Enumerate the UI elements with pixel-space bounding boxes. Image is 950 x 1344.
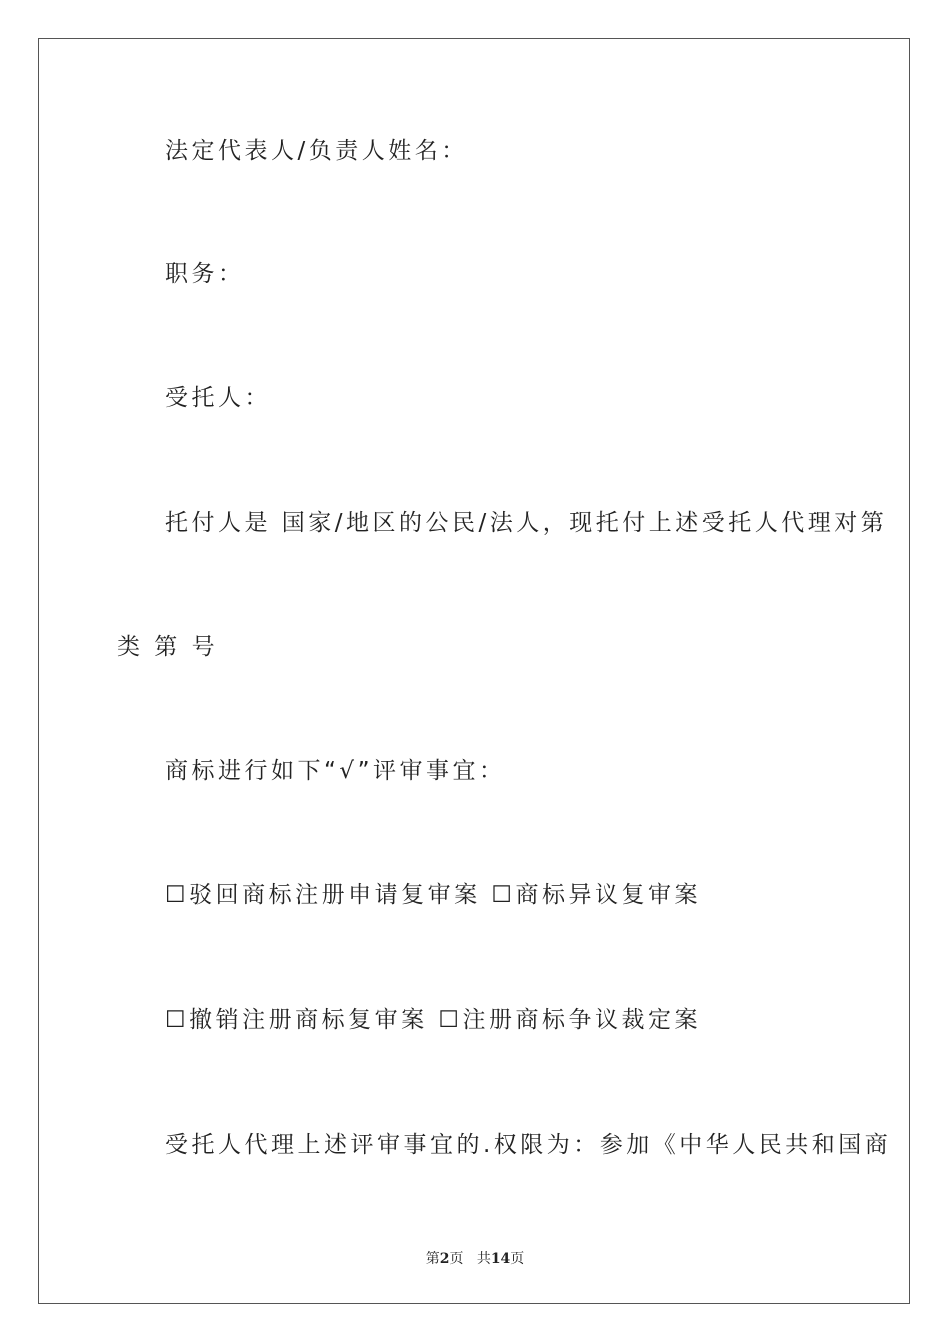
review-options-row-2: ☐撤销注册商标复审案 ☐注册商标争议裁定案 bbox=[165, 1007, 702, 1033]
footer-page-suffix: 页 bbox=[449, 1251, 464, 1267]
entrustment-statement-line: 托付人是 国家/地区的公民/法人，现托付上述受托人代理对第 bbox=[165, 510, 888, 536]
review-matters-line: 商标进行如下“√”评审事宜： bbox=[165, 758, 506, 784]
class-number-line: 类 第 号 bbox=[117, 634, 219, 660]
review-options-row-1: ☐驳回商标注册申请复审案 ☐商标异议复审案 bbox=[165, 882, 702, 908]
authority-line: 受托人代理上述评审事宜的.权限为：参加《中华人民共和国商 bbox=[165, 1132, 892, 1158]
footer-page-number: 2 bbox=[439, 1251, 450, 1267]
footer-page-prefix: 第 bbox=[425, 1251, 440, 1267]
footer-total-pages: 14 bbox=[490, 1251, 511, 1267]
page-border bbox=[38, 38, 910, 1304]
footer-total-prefix: 共 bbox=[476, 1251, 491, 1267]
legal-representative-line: 法定代表人/负责人姓名： bbox=[165, 138, 468, 164]
footer-total-suffix: 页 bbox=[510, 1251, 525, 1267]
position-line: 职务： bbox=[165, 261, 245, 287]
page-footer bbox=[0, 1248, 950, 1268]
trustee-line: 受托人： bbox=[165, 385, 271, 411]
